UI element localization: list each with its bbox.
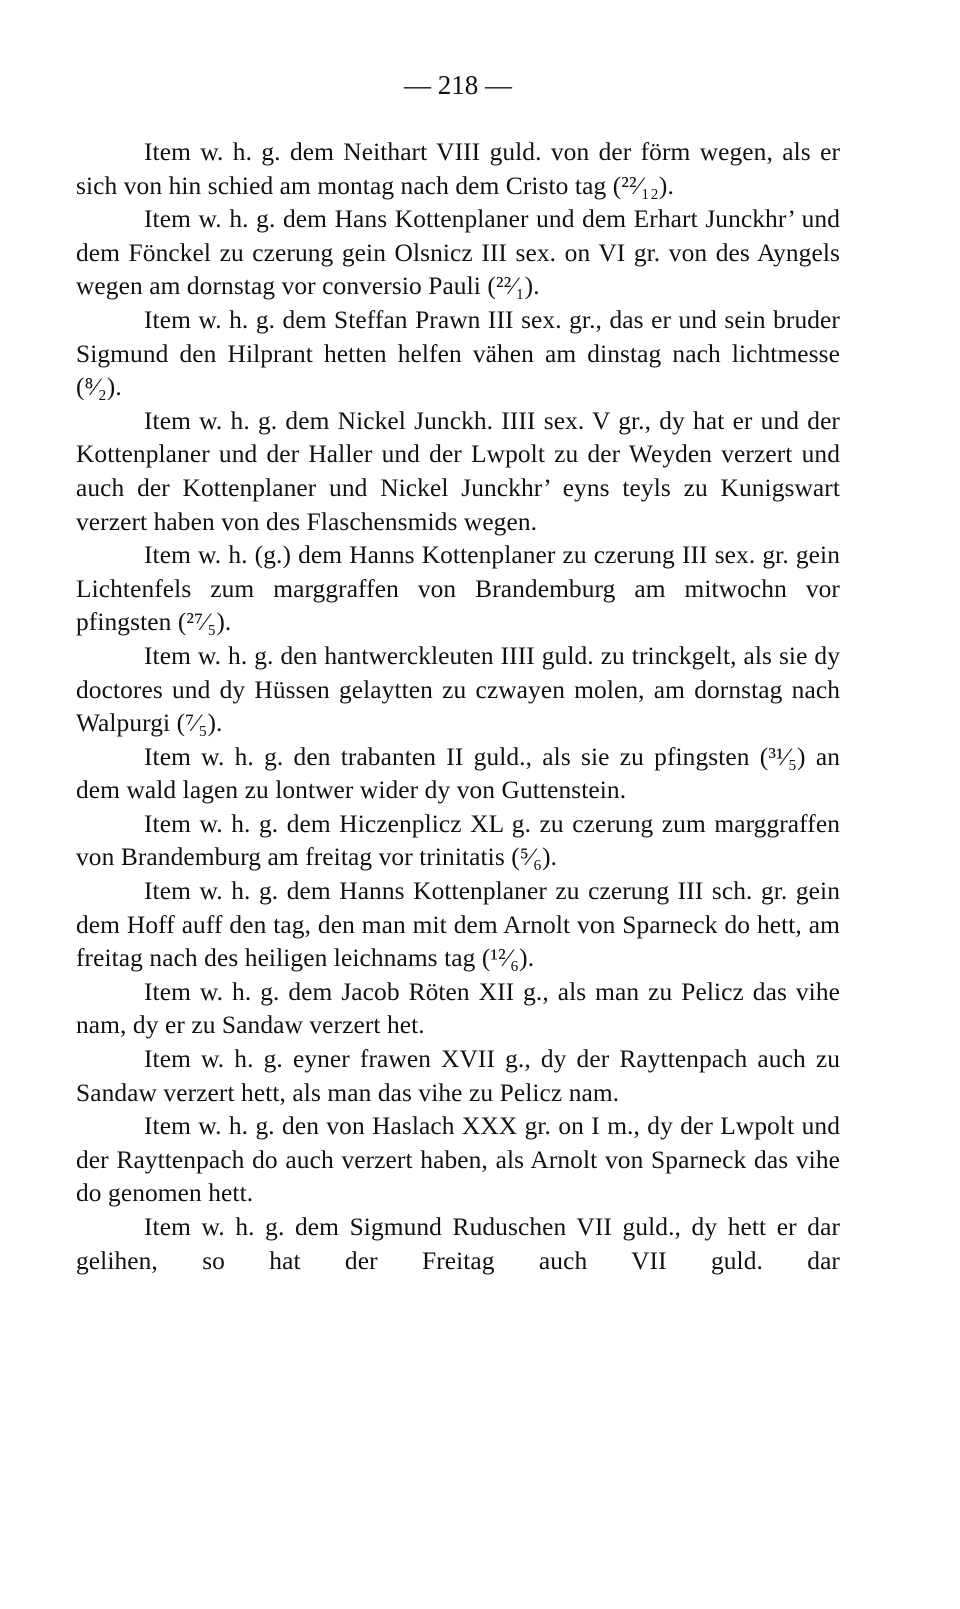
page-number: — 218 — [404, 70, 512, 100]
entry-paragraph: Item w. h. g. dem Hans Kottenplaner und dem Erhart Junckhr’ und dem Fönckel zu czerung gein Olsnicz III sex. on VI gr. von des Ayngels wegen am dornstag vor conversio Pauli (²²⁄₁). [76, 205, 840, 301]
entry-paragraph: Item w. h. g. den hantwercklеuten IIII guld. zu trinckgelt, als sie dy doctores und dy Hüssen gelaytten zu czwayen molen, am dornstag nach Walpurgi (⁷⁄₅). [76, 641, 840, 738]
entry-paragraph: Item w. h. g. dem Nickel Junckh. IIII sex. V gr., dy hat er und der Kottenplaner und der Haller und der Lwpolt zu der Weyden verzert und auch der Kottenplaner und Nickel Junckhr’ eyns teyls zu Kunigswart verzert haben von des Flaschensmids wegen. [76, 406, 840, 536]
entry-paragraph: Item w. h. g. eyner frawen XVII g., dy der Rayttenpach auch zu Sandaw verzert hett, als man das vihe zu Pelicz nam. [76, 1045, 840, 1107]
entry-paragraph: Item w. h. g. dem Hiczenplicz XL g. zu czerung zum marggraffen von Brandemburg am freitag vor trinitatis (⁵⁄₆). [76, 809, 840, 872]
entry-paragraph: Item w. h. g. dem Hanns Kottenplaner zu czerung III sch. gr. gein dem Hoff auff den tag, den man mit dem Arnolt von Sparneck do hett, am freitag nach des heiligen leichnams tag (¹²⁄₆). [76, 877, 840, 973]
entry-paragraph-continued: Item w. h. g. dem Sigmund Ruduschen VII guld., dy hett er dar gelihen, so hat der Freitag auch VII guld. dar [76, 1213, 840, 1275]
entry-paragraph: Item w. h. g. den von Haslach XXX gr. on I m., dy der Lwpolt und der Rayttenpach do auch verzert haben, als Arnolt von Sparneck das vihe do genomen hett. [76, 1112, 840, 1208]
entry-paragraph: Item w. h. g. dem Steffan Prawn III sex. gr., das er und sein bruder Sigmund den Hilprant hetten helfen vähen am dinstag nach lichtmesse (⁸⁄₂). [76, 305, 840, 402]
document-page [76, 68, 840, 1278]
entry-paragraph: Item w. h. g. den trabanten II guld., als sie zu pfingsten (³¹⁄₅) an dem wald lagen zu lontwer wider dy von Guttenstein. [76, 742, 840, 805]
entry-paragraph: Item w. h. g. dem Jacob Röten XII g., als man zu Pelicz das vihe nam, dy er zu Sandaw verzert het. [76, 977, 840, 1040]
entry-paragraph: Item w. h. (g.) dem Hanns Kottenplaner zu czerung III sex. gr. gein Lichtenfels zum marggraffen von Brandemburg am mitwochn vor pfingsten (²⁷⁄₅). [76, 541, 840, 637]
entry-paragraph: Item w. h. g. dem Neithart VIII guld. von der förm wegen, als er sich von hin schied am montag nach dem Cristo tag (²²⁄₁₂). [76, 138, 840, 200]
